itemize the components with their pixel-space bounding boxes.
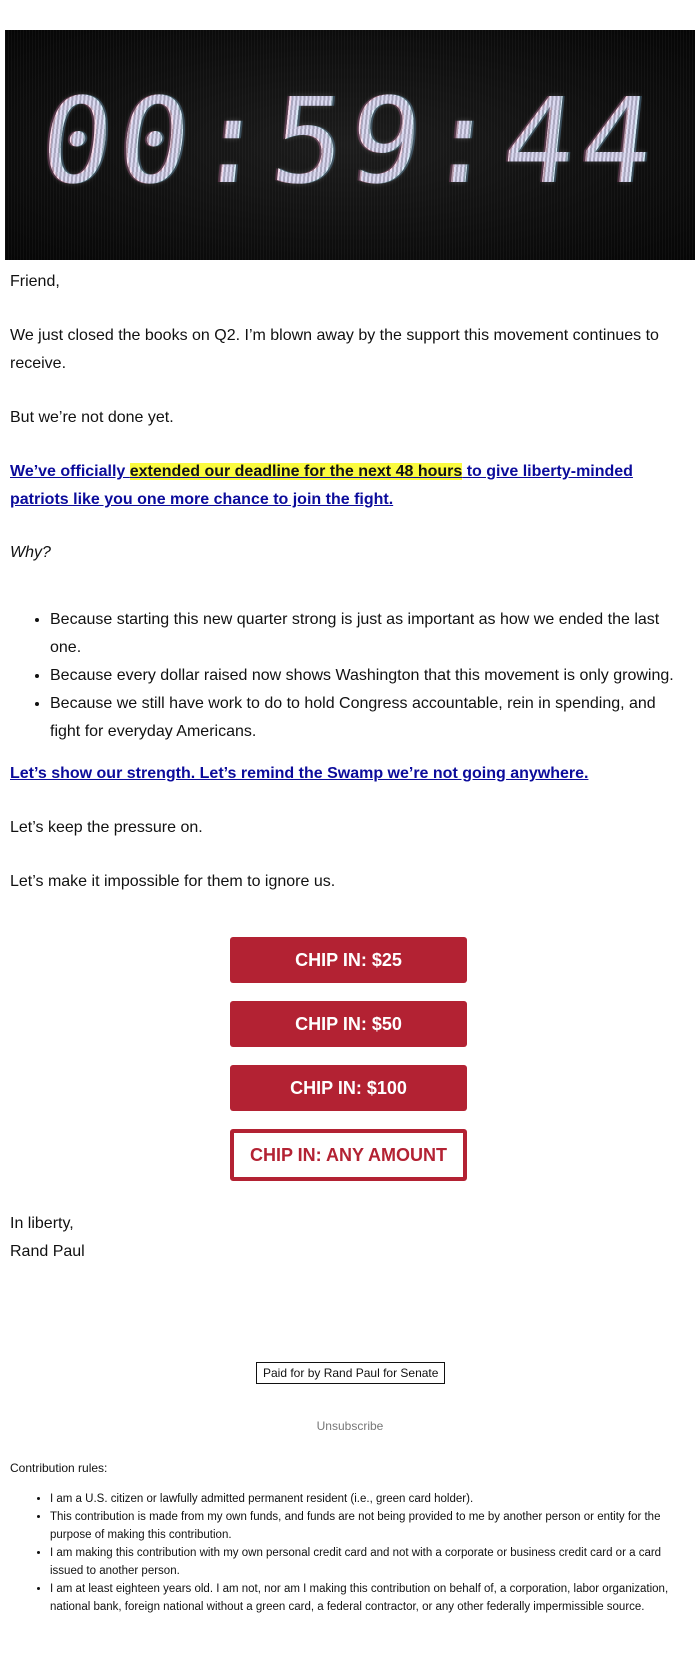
unsubscribe-link[interactable]: Unsubscribe <box>316 1419 384 1433</box>
chip-in-25-button[interactable]: CHIP IN: $25 <box>230 937 467 983</box>
chip-in-50-button[interactable]: CHIP IN: $50 <box>230 1001 467 1047</box>
paragraph-ignore: Let’s make it impossible for them to ignore us. <box>10 873 336 890</box>
rule-item: • I am a U.S. citizen or lawfully admitted permanent resident (i.e., green card holder). <box>50 1490 690 1508</box>
greeting: Friend, <box>10 273 60 290</box>
countdown-timer: 00:59:44 <box>5 82 695 200</box>
reasons-list <box>10 606 685 746</box>
paragraph-not-done: But we’re not done yet. <box>10 409 174 426</box>
contribution-rules-title: Contribution rules: <box>10 1461 108 1475</box>
deadline-link[interactable] <box>10 463 633 508</box>
chip-in-100-button[interactable]: CHIP IN: $100 <box>230 1065 467 1111</box>
rule-item: • This contribution is made from my own funds, and funds are not being provided to me by another person or entity for the purpose of making this contribution. <box>50 1508 690 1544</box>
countdown-banner[interactable] <box>5 30 695 260</box>
chip-in-any-amount-button[interactable]: CHIP IN: ANY AMOUNT <box>230 1129 467 1181</box>
paragraph-pressure: Let’s keep the pressure on. <box>10 819 203 836</box>
contribution-rules-list <box>10 1490 690 1616</box>
reason-item: • Because we still have work to do to hold Congress accountable, rein in spending, and fight for everyday Americans. <box>50 690 685 746</box>
deadline-link-part2: to give liberty-minded patriots like you one more chance to join the fight. <box>10 463 633 508</box>
deadline-highlight: extended our deadline for the next 48 hours <box>129 463 463 480</box>
signature: Rand Paul <box>10 1243 85 1260</box>
reason-item: • Because every dollar raised now shows Washington that this movement is only growing. <box>50 662 685 690</box>
signoff: In liberty, <box>10 1215 74 1232</box>
deadline-paragraph <box>10 458 685 514</box>
strength-paragraph <box>10 760 685 788</box>
reason-item: • Because starting this new quarter strong is just as important as how we ended the last one. <box>50 606 685 662</box>
deadline-link-part1: We’ve officially <box>10 463 130 480</box>
why-heading: Why? <box>10 544 51 561</box>
rule-item: • I am at least eighteen years old. I am not, nor am I making this contribution on behalf of, a corporation, labor organization, national bank, foreign national without a green card, a federal contractor, or any other federally impermissible source. <box>50 1580 690 1616</box>
paid-for-disclaimer: Paid for by Rand Paul for Senate <box>256 1362 445 1384</box>
paragraph-q2: We just closed the books on Q2. I’m blown away by the support this movement continues to receive. <box>10 327 659 372</box>
strength-link[interactable]: Let’s show our strength. Let’s remind the Swamp we’re not going anywhere. <box>10 765 589 782</box>
rule-item: • I am making this contribution with my own personal credit card and not with a corporate or business credit card or a card issued to another person. <box>50 1544 690 1580</box>
